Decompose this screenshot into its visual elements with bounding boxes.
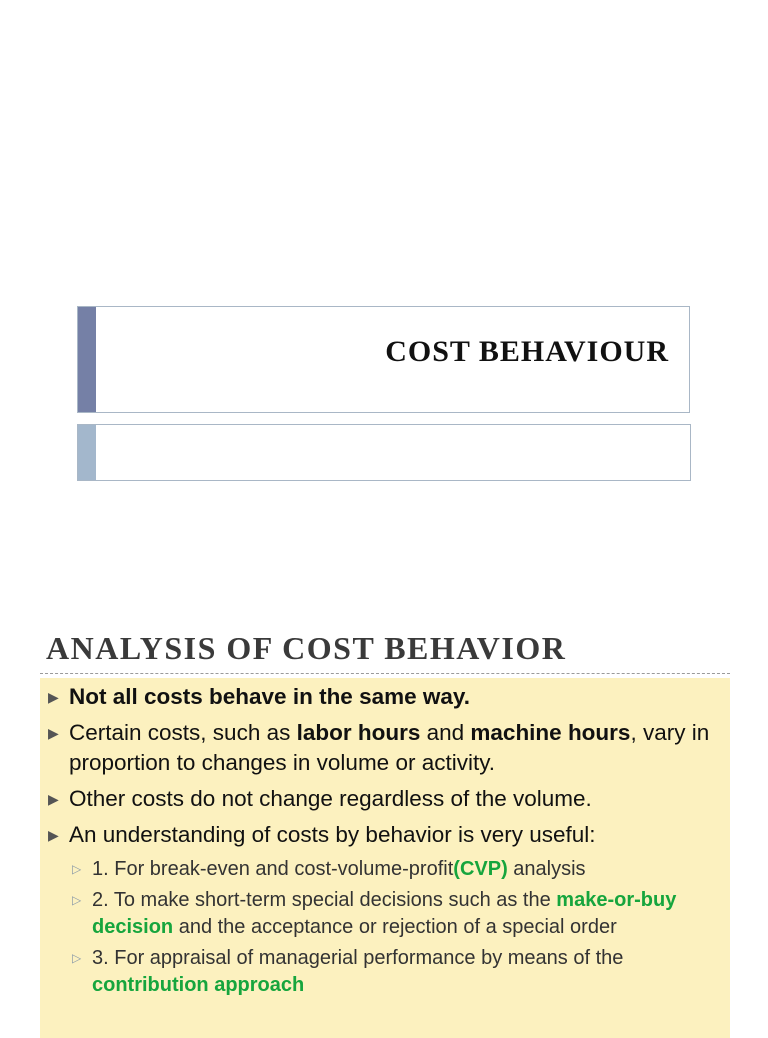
sub-bullet-text: 2. To make short-term special decisions such as the	[92, 889, 557, 911]
triangle-right-icon: ▶	[48, 827, 59, 843]
bullet-item	[40, 784, 730, 814]
highlight-term: make-or-buy decision	[92, 889, 677, 938]
bold-term: labor hours	[296, 720, 421, 745]
bullet-text: Other costs do not change regardless of the volume.	[69, 786, 592, 811]
subtitle-accent-bar	[78, 425, 96, 480]
content-box	[40, 678, 730, 1038]
triangle-right-icon: ▷	[72, 893, 82, 907]
triangle-right-icon: ▶	[48, 791, 59, 807]
sub-bullet-item	[40, 887, 730, 941]
bullet-item	[40, 820, 730, 850]
highlight-term: (CVP)	[453, 858, 508, 880]
triangle-right-icon: ▷	[72, 951, 82, 965]
content-slide	[0, 576, 768, 1024]
triangle-right-icon: ▶	[48, 689, 59, 705]
bullet-item	[40, 718, 730, 778]
bullet-item	[40, 682, 730, 712]
sub-bullet-text: 3. For appraisal of managerial performance by means of the	[92, 947, 624, 969]
slide-title: COST BEHAVIOUR	[385, 335, 669, 368]
sub-bullet-item	[40, 856, 730, 883]
subtitle-box	[77, 424, 691, 481]
sub-bullet-text: analysis	[507, 858, 586, 880]
bullet-list	[40, 678, 730, 1003]
triangle-right-icon: ▶	[48, 725, 59, 741]
sub-bullet-text: and the acceptance or rejection of a special order	[173, 916, 617, 938]
bullet-text: and	[420, 720, 471, 745]
triangle-right-icon: ▷	[72, 862, 82, 876]
title-divider	[40, 673, 730, 674]
title-accent-bar	[78, 307, 96, 412]
highlight-term: contribution approach	[92, 974, 305, 996]
bullet-text: , vary in proportion to changes in volume or activity.	[69, 720, 710, 775]
bold-term: machine hours	[470, 720, 631, 745]
bullet-text: Certain costs, such as	[69, 720, 297, 745]
sub-bullet-item	[40, 945, 730, 999]
bullet-text: An understanding of costs by behavior is very useful:	[69, 822, 596, 847]
sub-bullet-text: 1. For break-even and cost-volume-profit	[92, 858, 454, 880]
bullet-text: Not all costs behave in the same way.	[69, 684, 470, 709]
title-box	[77, 306, 690, 413]
content-slide-title: ANALYSIS OF COST BEHAVIOR	[46, 630, 567, 666]
